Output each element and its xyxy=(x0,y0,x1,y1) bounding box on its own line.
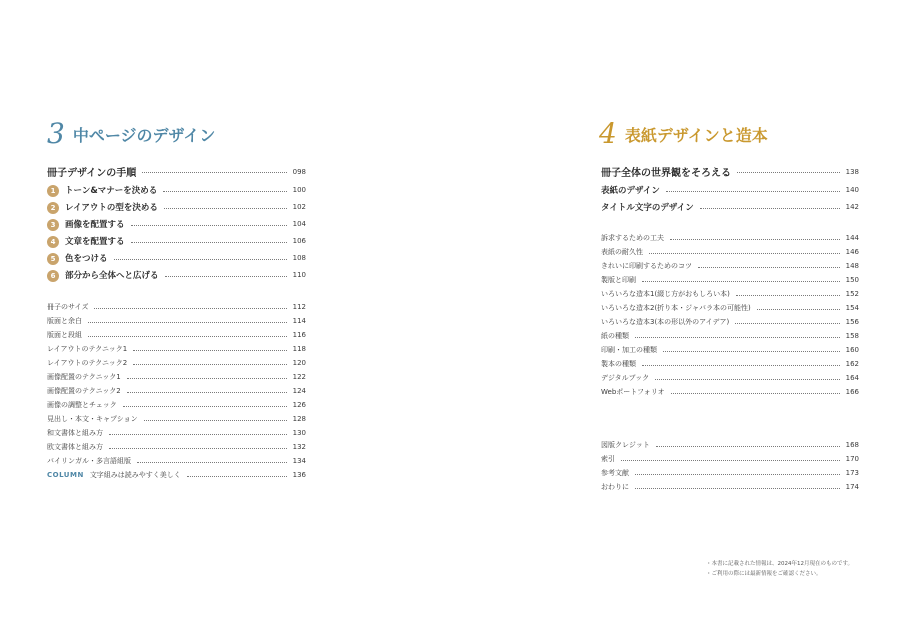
toc-step[interactable] xyxy=(47,235,306,248)
chapter-number: 4 xyxy=(599,117,617,150)
dot-leader xyxy=(635,337,840,338)
dot-leader xyxy=(88,322,287,323)
page-number: 150 xyxy=(845,276,859,284)
toc-item[interactable] xyxy=(47,358,306,368)
toc-label: きれいに印刷するためのコツ xyxy=(601,262,692,270)
toc-label: 表紙の耐久性 xyxy=(601,248,643,256)
dot-leader xyxy=(109,434,287,435)
dot-leader xyxy=(127,378,287,379)
toc-label: 製本の種類 xyxy=(601,360,636,368)
page-number: 098 xyxy=(292,167,306,176)
chapter-4-header xyxy=(599,118,768,150)
step-number-badge: 1 xyxy=(47,185,59,197)
toc-label: 冊子デザインの手順 xyxy=(47,168,137,179)
toc-label: デジタルブック xyxy=(601,374,650,382)
toc-item[interactable] xyxy=(601,275,859,285)
dot-leader xyxy=(144,420,287,421)
footnote: ・本書に記載された情報は、2024年12月現在のものです。 xyxy=(706,561,854,567)
dot-leader xyxy=(670,239,840,240)
dot-leader xyxy=(649,253,840,254)
toc-item[interactable] xyxy=(47,456,306,466)
page-number: 162 xyxy=(845,360,859,368)
page-number: 144 xyxy=(845,234,859,242)
toc-item[interactable] xyxy=(601,261,859,271)
toc-item[interactable] xyxy=(47,316,306,326)
page-number: 132 xyxy=(292,443,306,451)
toc-column-entry[interactable] xyxy=(47,470,306,480)
toc-label: タイトル文字のデザイン xyxy=(601,203,694,213)
toc-label: 和文書体と組み方 xyxy=(47,429,103,437)
page-number: 158 xyxy=(845,332,859,340)
toc-label: レイアウトの型を決める xyxy=(65,203,158,213)
toc-item[interactable] xyxy=(47,344,306,354)
toc-label: 索引 xyxy=(601,455,615,463)
dot-leader xyxy=(621,460,840,461)
toc-item[interactable] xyxy=(601,345,859,355)
page-number: 136 xyxy=(292,471,306,479)
page-number: 170 xyxy=(845,455,859,463)
page-number: 160 xyxy=(845,346,859,354)
page-number: 138 xyxy=(845,167,859,176)
toc-extra-item[interactable] xyxy=(601,440,859,450)
toc-label: 紙の種類 xyxy=(601,332,629,340)
dot-leader xyxy=(133,350,286,351)
chapter-number: 3 xyxy=(47,117,65,150)
dot-leader xyxy=(656,446,840,447)
dot-leader xyxy=(700,208,840,209)
dot-leader xyxy=(133,364,286,365)
dot-leader xyxy=(163,191,286,192)
toc-item[interactable] xyxy=(601,373,859,383)
toc-item[interactable] xyxy=(601,303,859,313)
toc-item[interactable] xyxy=(601,289,859,299)
dot-leader xyxy=(114,259,287,260)
dot-leader xyxy=(642,365,840,366)
toc-item[interactable] xyxy=(47,302,306,312)
toc-label: おわりに xyxy=(601,483,629,491)
toc-label: 冊子全体の世界観をそろえる xyxy=(601,168,731,179)
toc-step[interactable] xyxy=(47,218,306,231)
toc-label: 表紙のデザイン xyxy=(601,186,660,196)
toc-label: 画像の調整とチェック xyxy=(47,401,117,409)
step-number-badge: 3 xyxy=(47,219,59,231)
toc-item[interactable] xyxy=(601,317,859,327)
toc-label: いろいろな造本3(本の形以外のアイデア) xyxy=(601,318,730,326)
dot-leader xyxy=(663,351,840,352)
toc-item[interactable] xyxy=(47,372,306,382)
page-number: 118 xyxy=(292,345,306,353)
dot-leader xyxy=(187,476,287,477)
chapter-3-header xyxy=(47,118,215,150)
page-number: 148 xyxy=(845,262,859,270)
toc-label: レイアウトのテクニック1 xyxy=(47,345,128,353)
footnote: ・ご利用の際には最新情報をご確認ください。 xyxy=(706,571,822,577)
dot-leader xyxy=(736,295,840,296)
step-number-badge: 2 xyxy=(47,202,59,214)
toc-item[interactable] xyxy=(47,330,306,340)
column-tag: COLUMN xyxy=(47,471,84,479)
chapter-title: 表紙デザインと造本 xyxy=(624,125,768,145)
toc-sub-entry[interactable] xyxy=(601,184,859,196)
toc-label: 文章を配置する xyxy=(65,237,125,247)
toc-sub-entry[interactable] xyxy=(601,201,859,213)
page-number: 126 xyxy=(292,401,306,409)
page-number: 120 xyxy=(292,359,306,367)
toc-label: いろいろな造本2(折り本・ジャバラ本の可能性) xyxy=(601,304,751,312)
dot-leader xyxy=(123,406,287,407)
dot-leader xyxy=(109,448,287,449)
dot-leader xyxy=(88,336,287,337)
toc-item[interactable] xyxy=(47,442,306,452)
dot-leader xyxy=(671,393,840,394)
page-number: 102 xyxy=(292,203,306,212)
toc-extra-item[interactable] xyxy=(601,454,859,464)
toc-label: バイリンガル・多言語組版 xyxy=(47,457,131,465)
toc-label: 訴求するための工夫 xyxy=(601,234,664,242)
toc-item[interactable] xyxy=(601,387,859,397)
toc-label: Webポートフォリオ xyxy=(601,388,665,396)
page-number: 114 xyxy=(292,317,306,325)
dot-leader xyxy=(735,323,839,324)
page-number: 108 xyxy=(292,254,306,263)
toc-label: 版面と余白 xyxy=(47,317,82,325)
footnotes xyxy=(706,559,853,579)
toc-item[interactable] xyxy=(601,233,859,243)
page-number: 154 xyxy=(845,304,859,312)
page-number: 106 xyxy=(292,237,306,246)
left-page xyxy=(0,0,451,633)
page-number: 110 xyxy=(292,271,306,280)
toc-main-entry[interactable] xyxy=(601,164,859,179)
toc-label: 文字組みは読みやすく美しく xyxy=(89,471,181,479)
page-number: 112 xyxy=(292,303,306,311)
toc-label: 冊子のサイズ xyxy=(47,303,89,311)
toc-label: 色をつける xyxy=(65,254,108,264)
dot-leader xyxy=(164,208,287,209)
toc-item[interactable] xyxy=(47,386,306,396)
toc-label: 参考文献 xyxy=(601,469,629,477)
toc-step[interactable] xyxy=(47,184,306,197)
step-number-badge: 6 xyxy=(47,270,59,282)
dot-leader xyxy=(698,267,840,268)
dot-leader xyxy=(165,276,287,277)
toc-label: 見出し・本文・キャプション xyxy=(47,415,138,423)
page-number: 142 xyxy=(845,203,859,211)
toc-step[interactable] xyxy=(47,201,306,214)
toc-label: トーン&マナーを決める xyxy=(65,186,158,196)
dot-leader xyxy=(131,242,287,243)
page-number: 140 xyxy=(845,186,859,194)
dot-leader xyxy=(642,281,840,282)
toc-item[interactable] xyxy=(47,414,306,424)
toc-label: 版面と段組 xyxy=(47,331,82,339)
dot-leader xyxy=(127,392,287,393)
toc-label: 製版と印刷 xyxy=(601,276,636,284)
toc-label: 部分から全体へと広げる xyxy=(65,271,159,281)
toc-item[interactable] xyxy=(601,331,859,341)
page-number: 146 xyxy=(845,248,859,256)
toc-label: 画像を配置する xyxy=(65,220,125,230)
dot-leader xyxy=(737,172,840,173)
dot-leader xyxy=(94,308,286,309)
page-number: 124 xyxy=(292,387,306,395)
dot-leader xyxy=(635,488,840,489)
dot-leader xyxy=(635,474,840,475)
toc-label: 画像配置のテクニック1 xyxy=(47,373,121,381)
toc-item[interactable] xyxy=(47,400,306,410)
toc-extra-item[interactable] xyxy=(601,468,859,478)
dot-leader xyxy=(131,225,287,226)
toc-item[interactable] xyxy=(601,247,859,257)
page-number: 173 xyxy=(845,469,859,477)
toc-extra-item[interactable] xyxy=(601,482,859,492)
toc-label: 図版クレジット xyxy=(601,441,650,449)
dot-leader xyxy=(142,172,286,173)
dot-leader xyxy=(137,462,287,463)
step-number-badge: 5 xyxy=(47,253,59,265)
page-number: 130 xyxy=(292,429,306,437)
dot-leader xyxy=(757,309,840,310)
page-number: 116 xyxy=(292,331,306,339)
dot-leader xyxy=(655,379,840,380)
toc-label: 印刷・加工の種類 xyxy=(601,346,657,354)
page-number: 174 xyxy=(845,483,859,491)
chapter-title: 中ページのデザイン xyxy=(72,125,216,145)
page-number: 164 xyxy=(845,374,859,382)
toc-item[interactable] xyxy=(601,359,859,369)
dot-leader xyxy=(666,191,840,192)
right-page xyxy=(451,0,903,633)
page-number: 152 xyxy=(845,290,859,298)
toc-label: いろいろな造本1(綴じ方がおもしろい本) xyxy=(601,290,730,298)
toc-label: 画像配置のテクニック2 xyxy=(47,387,121,395)
toc-step[interactable] xyxy=(47,269,306,282)
toc-label: 欧文書体と組み方 xyxy=(47,443,103,451)
page-number: 122 xyxy=(292,373,306,381)
toc-step[interactable] xyxy=(47,252,306,265)
page-number: 168 xyxy=(845,441,859,449)
toc-main-entry[interactable] xyxy=(47,164,306,179)
toc-label: レイアウトのテクニック2 xyxy=(47,359,128,367)
page-number: 134 xyxy=(292,457,306,465)
page-number: 100 xyxy=(292,186,306,195)
page-number: 128 xyxy=(292,415,306,423)
toc-item[interactable] xyxy=(47,428,306,438)
page-number: 166 xyxy=(845,388,859,396)
page-number: 156 xyxy=(845,318,859,326)
page-number: 104 xyxy=(292,220,306,229)
step-number-badge: 4 xyxy=(47,236,59,248)
